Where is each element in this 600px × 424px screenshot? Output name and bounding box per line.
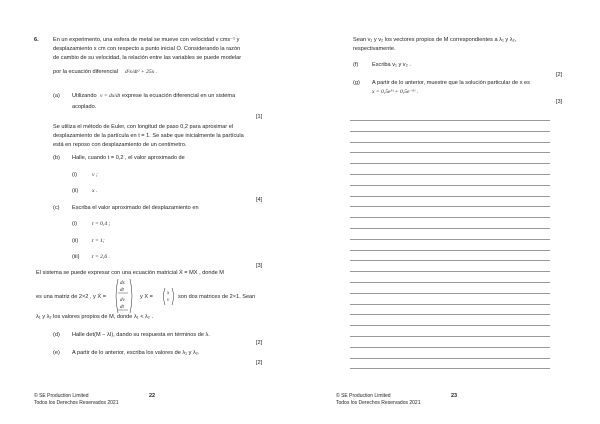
- footer-rights-right: Todos los Derechos Reservados 2021: [336, 400, 421, 406]
- part-c-ii-text: t = 1;: [92, 238, 105, 244]
- part-e-label: (e): [53, 350, 60, 356]
- answer-line[interactable]: [350, 142, 550, 143]
- answer-line[interactable]: [350, 217, 550, 218]
- answer-line[interactable]: [350, 358, 550, 359]
- part-b-marks: [4]: [256, 197, 263, 203]
- intro-line-1: En un experimento, una esfera de metal se mueve con velocidad v cms⁻¹ y: [53, 37, 240, 43]
- part-a-eq: v = dx/dt: [100, 93, 121, 99]
- part-e-text: A partir de lo anterior, escriba los valores de λ₁ y λ₂.: [72, 350, 200, 356]
- answer-line[interactable]: [350, 120, 550, 121]
- part-g-marks: [3]: [556, 99, 563, 105]
- vec-v: v: [167, 298, 170, 303]
- answer-line[interactable]: [350, 347, 550, 348]
- part-c-i-text: t = 0,4 ;: [92, 221, 111, 227]
- part-b-i-label: (i): [72, 172, 77, 178]
- answer-line[interactable]: [350, 282, 550, 283]
- answer-line[interactable]: [350, 260, 550, 261]
- vec-x: x: [167, 291, 170, 296]
- footer-copyright-right: © SE Production Limited: [336, 393, 391, 399]
- part-c-ii-label: (ii): [72, 238, 79, 244]
- answer-line[interactable]: [350, 304, 550, 305]
- intro-line-4: por la ecuación diferencial: [53, 69, 118, 75]
- answer-line[interactable]: [350, 228, 550, 229]
- answer-line[interactable]: [350, 239, 550, 240]
- part-d-text: Halle det(M − λI), dando su respuesta en términos de λ.: [72, 332, 210, 338]
- part-g-text2: x = 0,5e⁵ᵗ + 0,5e⁻⁵ᵗ .: [372, 89, 419, 95]
- system-line-2a: es una matriz de 2×2 , y Ẋ =: [36, 294, 106, 300]
- intro-line-2: desplazamiento x cm con respecto a punto inicial O. Considerando la razón: [53, 46, 241, 52]
- part-c-iii-text: t = 2,6 .: [92, 254, 110, 260]
- answer-line[interactable]: [350, 250, 550, 251]
- page-number: 22: [149, 393, 156, 399]
- euler-line-3: está en reposo con desplazamiento de un centímetro.: [53, 142, 187, 148]
- part-c-marks: [3]: [256, 263, 263, 269]
- vec-dt-1: dt: [120, 288, 124, 293]
- vec-dx: dx: [120, 281, 125, 286]
- part-b-ii-text: x .: [92, 188, 98, 194]
- part-b-text: Halle, cuando t = 0,2 , el valor aproximado de: [72, 155, 185, 161]
- answer-line[interactable]: [350, 325, 550, 326]
- answer-line[interactable]: [350, 314, 550, 315]
- footer-rights: Todos los Derechos Reservados 2021: [34, 400, 119, 406]
- page-number-right: 23: [451, 393, 458, 399]
- part-b-i-text: v ;: [92, 172, 98, 178]
- part-c-i-label: (i): [72, 221, 77, 227]
- system-line-1: El sistema se puede expresar con una ecuación matricial Ẋ = MX , donde M: [36, 270, 224, 276]
- vec-dv: dv: [120, 298, 125, 303]
- intro-equation: d²x/dt² + 25x .: [125, 69, 157, 75]
- euler-line-2: desplazamiento de la partícula en t = 1. Se sabe que inicialmente la partícula: [53, 133, 244, 139]
- vec-dt-2: dt: [120, 305, 124, 310]
- part-d-label: (d): [53, 332, 60, 338]
- answer-line[interactable]: [350, 293, 550, 294]
- part-d-marks: [2]: [256, 340, 263, 346]
- part-a-label: (a): [53, 93, 60, 99]
- footer-copyright: © SE Production Limited: [34, 393, 89, 399]
- right-intro-1: Sean v₁ y v₂ los vectores propios de M correspondientes a λ₁ y λ₂,: [353, 37, 517, 43]
- part-c-text: Escriba el valor aproximado del desplazamiento en: [72, 205, 199, 211]
- answer-line[interactable]: [350, 174, 550, 175]
- part-g-text1: A partir de lo anterior, muestre que la solución particular de x es: [372, 80, 530, 86]
- answer-line[interactable]: [350, 131, 550, 132]
- part-e-marks: [2]: [256, 360, 263, 366]
- system-line-3: λ₁ y λ₂ los valores propios de M, donde λ₁ < λ₂ .: [36, 314, 154, 320]
- part-f-text: Escriba v₁ y v₂ .: [372, 62, 411, 68]
- system-line-2b: y X =: [140, 294, 153, 300]
- part-b-ii-label: (ii): [72, 188, 79, 194]
- right-intro-2: respectivamente.: [353, 46, 396, 52]
- intro-line-3: de cambio de su velocidad, la relación entre las variables se puede modelar: [53, 55, 242, 61]
- part-a-text2: exprese la ecuación diferencial en un sistema: [122, 93, 236, 99]
- part-f-marks: [2]: [556, 72, 563, 78]
- answer-line[interactable]: [350, 271, 550, 272]
- part-c-iii-label: (iii): [72, 254, 80, 260]
- part-a-text3: acoplado.: [72, 104, 97, 110]
- question-number: 6.: [34, 37, 39, 43]
- answer-line[interactable]: [350, 163, 550, 164]
- part-b-label: (b): [53, 155, 60, 161]
- system-line-2c: son dos matrices de 2×1. Sean: [178, 294, 256, 300]
- answer-line[interactable]: [350, 368, 550, 369]
- part-a-text1: Utilizando: [72, 93, 97, 99]
- part-a-marks: [1]: [256, 114, 263, 120]
- part-f-label: (f): [353, 62, 359, 68]
- answer-line[interactable]: [350, 336, 550, 337]
- right-page: [300, 0, 600, 424]
- euler-line-1: Se utiliza el método de Euler, con longitud de paso 0,2 para aproximar el: [53, 124, 234, 130]
- part-c-label: (c): [53, 205, 60, 211]
- part-g-label: (g): [353, 80, 360, 86]
- answer-line[interactable]: [350, 206, 550, 207]
- answer-line[interactable]: [350, 196, 550, 197]
- answer-line[interactable]: [350, 185, 550, 186]
- answer-line[interactable]: [350, 152, 550, 153]
